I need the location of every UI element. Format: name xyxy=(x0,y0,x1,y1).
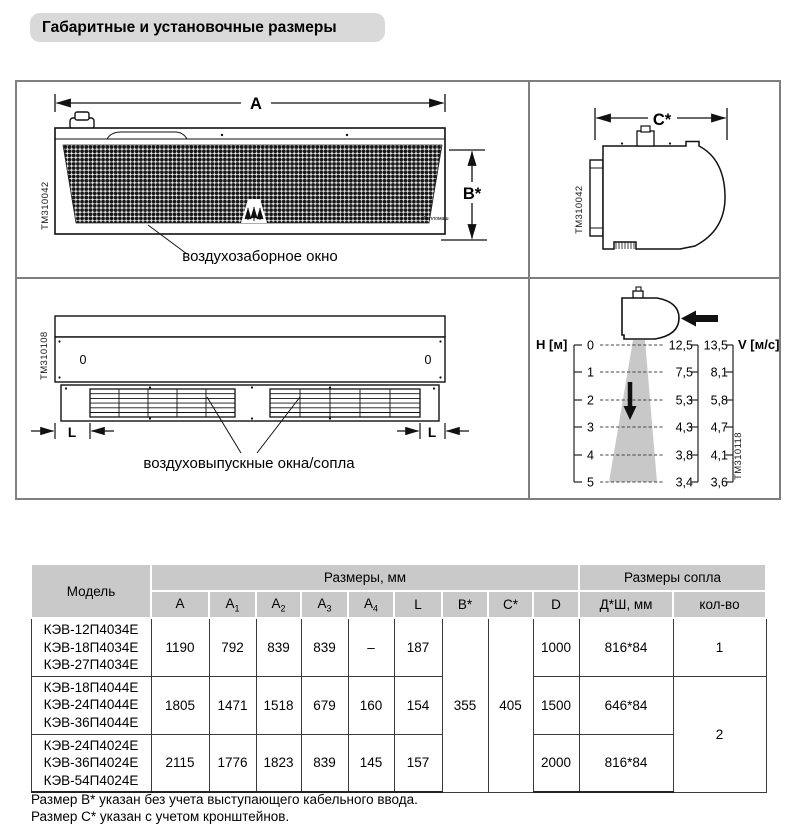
tm-code-side: TM310042 xyxy=(574,185,585,234)
value-l: 187 xyxy=(394,618,442,676)
velocity-axis-label: V [м/с] xyxy=(738,337,779,352)
v1-value: 3,4 xyxy=(675,475,693,490)
footnotes xyxy=(31,792,418,825)
value-a2: 1518 xyxy=(256,676,301,734)
col-header-a1: $A_1$ xyxy=(209,591,256,618)
outlet-label: воздуховыпускные окна/сопла xyxy=(143,455,355,472)
airflow-cell xyxy=(530,279,779,498)
col-header-nozzle-size: Д*Ш, мм xyxy=(579,591,673,618)
value-a1: 1471 xyxy=(209,676,256,734)
dim-b-label: B* xyxy=(462,185,482,203)
v2-value: 4,7 xyxy=(710,420,728,435)
value-a4: 145 xyxy=(348,734,394,792)
hole-mark-left: 0 xyxy=(79,353,87,367)
value-d: 2000 xyxy=(533,734,579,792)
h-tick: 0 xyxy=(587,338,594,353)
bottom-view-drawing xyxy=(17,279,528,498)
bottom-view-cell xyxy=(17,279,528,498)
dim-l-left-label: L xyxy=(67,425,77,440)
value-c-star: 405 xyxy=(488,618,533,792)
unit-profile xyxy=(590,126,725,249)
table-row xyxy=(31,618,766,676)
page-title: Габаритные и установочные размеры xyxy=(30,13,385,42)
front-view-cell xyxy=(17,82,528,277)
tm-code-bottom: TM310108 xyxy=(39,331,50,380)
dim-a-label: A xyxy=(250,95,262,113)
h-tick: 3 xyxy=(587,420,594,435)
col-header-a3: $A_3$ xyxy=(301,591,348,618)
value-nozzle-qty: 2 xyxy=(673,676,766,792)
value-a1: 1776 xyxy=(209,734,256,792)
v1-value: 7,5 xyxy=(675,365,693,380)
footnote-c: Размер C* указан с учетом кронштейнов. xyxy=(31,808,290,824)
v1-value: 5,3 xyxy=(675,393,693,408)
value-b-star: 355 xyxy=(442,618,488,792)
side-view-cell xyxy=(530,82,779,277)
header-row-groups xyxy=(31,564,766,591)
value-a: 1190 xyxy=(151,618,209,676)
dim-c-label: C* xyxy=(652,111,672,129)
value-nozzle-size: 816*84 xyxy=(579,618,673,676)
mounting-bracket xyxy=(590,160,603,236)
col-header-b-star: B* xyxy=(442,591,488,618)
col-header-c-star: C* xyxy=(488,591,533,618)
h-tick: 2 xyxy=(587,393,594,408)
col-header-nozzle-qty: кол-во xyxy=(673,591,766,618)
cable-gland-cap xyxy=(641,126,650,132)
col-header-a: A xyxy=(151,591,209,618)
value-a3: 679 xyxy=(301,676,348,734)
value-a2: 839 xyxy=(256,618,301,676)
airflow-chart xyxy=(530,279,779,498)
value-nozzle-qty: 1 xyxy=(673,618,766,676)
value-a4: 160 xyxy=(348,676,394,734)
outlet-comb xyxy=(616,242,634,249)
value-a3: 839 xyxy=(301,734,348,792)
v2-value: 3,6 xyxy=(710,475,728,490)
col-header-a4: $A_4$ xyxy=(348,591,394,618)
cable-gland-cap xyxy=(75,112,89,120)
value-a2: 1823 xyxy=(256,734,301,792)
table-row xyxy=(31,676,766,734)
front-view-drawing xyxy=(17,82,528,277)
value-a1: 792 xyxy=(209,618,256,676)
v2-value: 4,1 xyxy=(710,448,728,463)
col-group-nozzle: Размеры сопла xyxy=(579,564,766,591)
col-header-d: D xyxy=(533,591,579,618)
value-a3: 839 xyxy=(301,618,348,676)
side-view-drawing xyxy=(530,82,779,277)
value-a4: – xyxy=(348,618,394,676)
offset-dimensions xyxy=(31,423,469,439)
unit-profile-icon xyxy=(622,287,679,339)
hole-mark-right: 0 xyxy=(424,353,432,367)
value-d: 1000 xyxy=(533,618,579,676)
h-tick: 5 xyxy=(587,475,594,490)
value-a: 1805 xyxy=(151,676,209,734)
model-names-cell: КЭВ-24П4024Е КЭВ-36П4024Е КЭВ-54П4024Е xyxy=(31,734,151,792)
model-names-cell: КЭВ-12П4034Е КЭВ-18П4034Е КЭВ-27П4034Е xyxy=(31,618,151,676)
v2-value: 5,8 xyxy=(710,393,728,408)
col-header-a2: $A_2$ xyxy=(256,591,301,618)
height-axis-label: H [м] xyxy=(536,337,568,352)
intake-grille xyxy=(63,145,442,223)
value-l: 157 xyxy=(394,734,442,792)
v2-value: 8,1 xyxy=(710,365,728,380)
col-header-l: L xyxy=(394,591,442,618)
dim-l-right-label: L xyxy=(427,425,437,440)
value-nozzle-size: 816*84 xyxy=(579,734,673,792)
v1-value: 4,3 xyxy=(675,420,693,435)
tm-code-airflow: TM310118 xyxy=(733,432,744,480)
brand-logo: Тепломаш xyxy=(423,216,449,222)
intake-label: воздухозаборное окно xyxy=(182,248,338,265)
dimensions-table xyxy=(30,563,767,793)
intake-direction-arrow xyxy=(681,311,718,327)
table-row xyxy=(31,734,766,792)
v2-value: 13,5 xyxy=(703,338,728,353)
value-d: 1500 xyxy=(533,676,579,734)
value-nozzle-size: 646*84 xyxy=(579,676,673,734)
model-names-cell: КЭВ-18П4044Е КЭВ-24П4044Е КЭВ-36П4044Е xyxy=(31,676,151,734)
cable-gland xyxy=(637,131,654,146)
h-tick: 1 xyxy=(587,365,594,380)
col-header-model: Модель xyxy=(31,564,151,618)
h-tick: 4 xyxy=(587,448,594,463)
value-l: 154 xyxy=(394,676,442,734)
v1-value: 3,8 xyxy=(675,448,693,463)
value-a: 2115 xyxy=(151,734,209,792)
height-axis xyxy=(574,345,582,482)
tm-code-front: TM310042 xyxy=(40,181,51,230)
drawings-panel xyxy=(15,80,781,500)
footnote-b: Размер B* указан без учета выступающего кабельного ввода. xyxy=(31,792,418,807)
col-group-sizes: Размеры, мм xyxy=(151,564,579,591)
unit-bottom-body xyxy=(55,316,445,421)
v1-value: 12,5 xyxy=(668,338,693,353)
